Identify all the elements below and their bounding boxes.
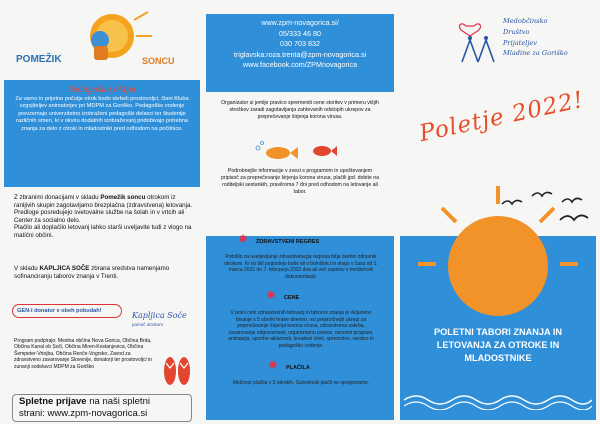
contact-phone-1[interactable]: 05/333 46 80 xyxy=(279,28,321,38)
organizer-note: Organizator si jemlje pravico spremeniti cene storitev v primeru višjih stroškov zaradi zagotavljanja zahtevanih odstopih ukrepov za preprečevanje širjenja korona virusa. xyxy=(221,100,379,120)
team-title: Pedagoška ekipa xyxy=(68,85,136,94)
camp-title-box xyxy=(400,236,596,420)
fish-icon xyxy=(244,138,354,168)
logo-word-pomezik: POMEŽIK xyxy=(16,54,62,65)
waves-icon xyxy=(404,390,592,410)
covid-info: Podrobnejše informacije v zvezi s programom in upoštevanjem pripisoč za preprečevanje širjenja korona virusa, plačili jpd. dobite na roditeljski sestankih, pravilroma 7 dni pred odhodom na letovanje ali tabor. xyxy=(220,168,380,195)
contact-website[interactable]: www.zpm-novagorica.si/ xyxy=(261,18,339,27)
flip-flops-icon xyxy=(162,354,192,388)
logo-line-1: Medobčinsko xyxy=(503,17,548,25)
pricing-box xyxy=(206,232,394,420)
logo-line-3: Prijateljev xyxy=(503,38,538,47)
logo-suffix: za Goriško xyxy=(532,49,568,58)
right-column xyxy=(400,4,596,420)
contact-box xyxy=(206,14,394,92)
online-signup-box[interactable] xyxy=(12,394,192,422)
kapljica-paragraph xyxy=(14,265,198,280)
donation-text-2: Plačilo ali doplačilo letovanj lahko starši uveljavite tudi z vlogo na matični občini. xyxy=(14,224,192,239)
starfish-icon: ✸ xyxy=(238,232,249,246)
kapljica-pre: V skladu xyxy=(14,265,40,272)
kapljica-text: zbrana sredstva namenjamo sofinanciranju taborov znanja v Trenti. xyxy=(14,265,170,280)
middle-column xyxy=(206,4,394,420)
kapljica-soce-subtitle: pomoč otrokom xyxy=(132,322,164,327)
contact-facebook[interactable]: www.facebook.com/ZPMnovagorica xyxy=(242,60,358,70)
contact-phone-2[interactable]: 030 703 832 xyxy=(280,39,320,49)
payment-title: PLAČILA xyxy=(286,365,310,371)
camp-title: POLETNI TABORI ZNANJA IN LETOVANJA ZA OTROKE IN MLADOSTNIKE xyxy=(433,327,563,363)
donation-fund-name: Pomežik soncu xyxy=(100,194,146,201)
mdpm-logo-icon xyxy=(456,18,500,64)
signup-url[interactable]: strani: www.zpm-novagorica.si xyxy=(19,408,148,419)
price-text: V polni ceni zdravstvenih letovanj in taborov znanja je vključeno bivanje s 5 obroki hrane dnevno, vsi prepročnejši ukrepi za preprečevanje širjenja korona virusa, zdravstvena oskrba, zavarovanje odgovornosti, organizirano prevoz, osnovni program, animacija, sportne aktivnosti, kreativni izleti, spremstvo, varstvo in pedagoško vodenje. xyxy=(228,310,374,349)
supporters-text: Program podpirajo: Mestna občina Nova Gorica, Občina Brda, Občina Kanal ob Soči, Občina Miren-Kostanjevica, Občina Šempeter-Vrtojba, Občina Renče-Vogrsko, Zavod za zdravstveno zavarovanje Slovenije, donatorji ter prostovoljci in zunanji sodelavci MDPM za Goriško xyxy=(14,338,152,370)
health-text: Potrdilo za uveljavljanje zdravstvenega regresa bitja osebni zdravnik otrokom. Ki so bili pogostejo bolni ali v bolnišnici in imajo v času od 1. marca 2021 do 7. februarja 2022 dva ali več zapisov v medicinski dokumentaciji. xyxy=(224,254,378,280)
starfish-icon: ✸ xyxy=(266,288,277,302)
starfish-icon: ✸ xyxy=(268,358,279,372)
payment-text: Možnost plačila v 3 obrokih. Gotovinski plačil ne sprejemamo. xyxy=(232,380,370,386)
price-title: CENE xyxy=(284,295,300,301)
logo-line-4: Mladine xyxy=(503,49,531,58)
kapljica-soce-logo: Kapljica Soče xyxy=(132,311,187,320)
poster-title: Poletje 2022! xyxy=(417,86,587,148)
donation-pre: Z zbranimi donacijami v skladu xyxy=(14,194,101,201)
signup-bold: Spletne prijave xyxy=(19,396,87,407)
left-column xyxy=(4,4,200,420)
pomezik-soncu-logo xyxy=(14,10,194,78)
contact-email[interactable]: triglavska.roza.trenta@zpm-novagorica.si xyxy=(233,49,367,59)
kapljica-fund-name: KAPLJICA SOČE xyxy=(39,265,90,272)
team-info-box xyxy=(4,80,200,187)
logo-word-soncu: SONCU xyxy=(142,56,175,66)
donation-paragraph xyxy=(14,194,194,240)
team-text: Za varno in prijetno počutje otrok bodo skrbeli prostovoljci, člani Kluba vzgojiteljev animatorjev pri MDPM za Goriško. Pedagoško vodenje prevzemajo univerzitetno izobraženi pedagoški delavci ter študentje različnih smeri, ki v okviru dodatnih izobraževanj pridobivajo potrebna znanja za delo z otroki in mladostniki pred odhodom na počitnice. xyxy=(15,95,189,132)
mdpm-logo-text xyxy=(503,16,568,59)
donation-text: otrokom iz ranljivih skupin zagotavljamo brezplačna (zdravstvena) letovanja. Predloge posredujejo svetovalne službe na šolah in v vrtcih ali Center za socialno delo. xyxy=(14,194,193,224)
health-title: ZDRAVSTVENI REGRES xyxy=(256,239,320,245)
gen-i-donor-badge: GEN-I donator v obeh pobudah! xyxy=(12,304,122,318)
logo-line-2: Društvo xyxy=(503,27,530,36)
sun-icon xyxy=(400,176,596,326)
signup-rest: na naši spletni xyxy=(86,396,150,407)
